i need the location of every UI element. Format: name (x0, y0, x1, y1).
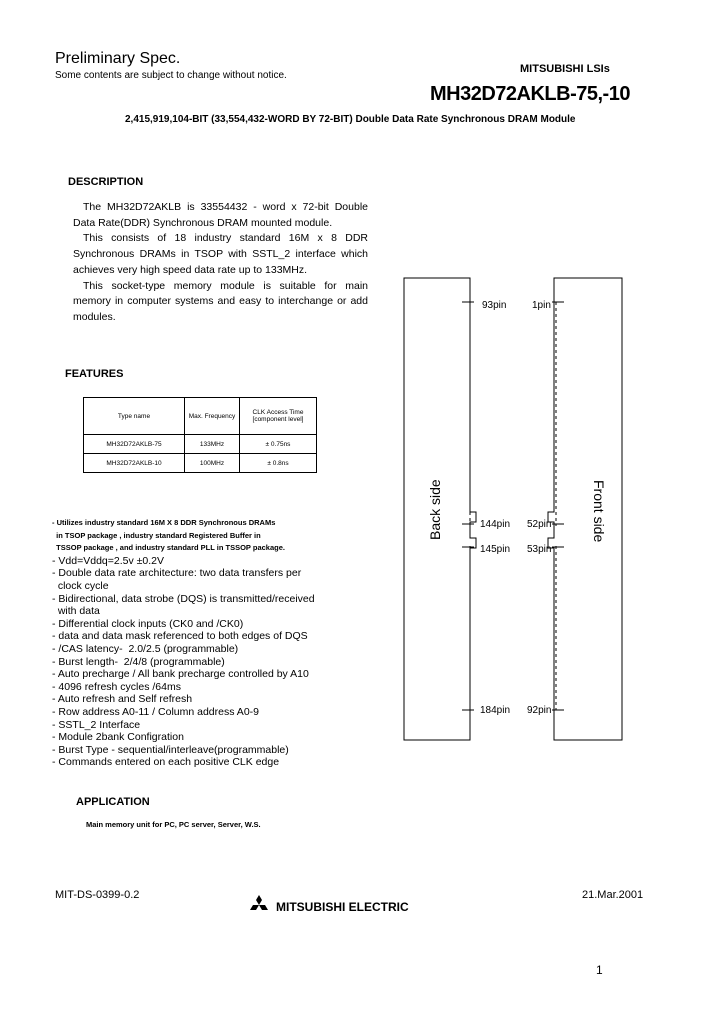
spec-table (83, 397, 317, 473)
pin-label-144: 144pin (480, 519, 511, 530)
list-item: - Bidirectional, data strobe (DQS) is transmitted/received (52, 592, 315, 605)
list-item: - Row address A0-11 / Column address A0-9 (52, 705, 259, 718)
list-item: - Burst Type - sequential/interleave(programmable) (52, 743, 289, 756)
table-header-cell: Type name (84, 398, 185, 435)
table-header-cell: CLK Access Time [component level] (240, 398, 317, 435)
table-header-cell: Max. Frequency (185, 398, 240, 435)
document-id: MIT-DS-0399-0.2 (55, 889, 140, 901)
document-date: 21.Mar.2001 (582, 889, 644, 901)
list-item: - Module 2bank Configration (52, 731, 184, 744)
page-number: 1 (596, 963, 603, 977)
pin-label-52: 52pin (527, 519, 552, 530)
table-cell: ± 0.75ns (240, 435, 317, 454)
front-side-label: Front side (591, 480, 607, 543)
list-item: - 4096 refresh cycles /64ms (52, 680, 181, 693)
table-row (84, 435, 317, 454)
list-item: - Vdd=Vddq=2.5v ±0.2V (52, 554, 165, 567)
pin-label-1: 1pin (532, 300, 551, 311)
pin-label-145: 145pin (480, 544, 511, 555)
list-item: with data (52, 605, 100, 618)
table-header-row (84, 398, 317, 435)
table-cell: 100MHz (185, 454, 240, 473)
description-paragraph: This socket-type memory module is suitable for main memory in computer systems and easy to interchange or add modules. (73, 279, 368, 323)
description-body (73, 200, 368, 326)
pin-label-93: 93pin (482, 300, 507, 311)
module-pinout-diagram (390, 270, 630, 750)
mitsubishi-electric-brand: MITSUBISHI ELECTRIC (276, 900, 409, 914)
list-item: clock cycle (52, 579, 109, 592)
table-cell: MH32D72AKLB-10 (84, 454, 185, 473)
table-cell: 133MHz (185, 435, 240, 454)
front-side-outline (548, 278, 622, 740)
list-item: - data and data mask referenced to both edges of DQS (52, 630, 308, 643)
mitsubishi-logo-icon (247, 895, 271, 915)
change-notice: Some contents are subject to change without notice. (55, 70, 287, 81)
description-paragraph: This consists of 18 industry standard 16M x 8 DDR Synchronous DRAMs in TSOP with SSTL_2 interface which achieves very high speed data rate up to 133MHz. (73, 232, 368, 276)
brand-lsis: MITSUBISHI LSIs (520, 63, 610, 75)
part-number-title: MH32D72AKLB-75,-10 (430, 83, 630, 105)
features-heading: FEATURES (65, 368, 124, 380)
table-cell: ± 0.8ns (240, 454, 317, 473)
application-heading: APPLICATION (76, 796, 150, 808)
list-item: - Commands entered on each positive CLK edge (52, 756, 280, 769)
document-subtitle: 2,415,919,104-BIT (33,554,432-WORD BY 72-BIT) Double Data Rate Synchronous DRAM Module (125, 114, 576, 125)
back-side-label: Back side (427, 479, 443, 540)
feature-list (52, 517, 352, 769)
list-item: - Burst length- 2/4/8 (programmable) (52, 655, 225, 668)
description-heading: DESCRIPTION (68, 176, 144, 188)
list-item: - Auto refresh and Self refresh (52, 693, 193, 706)
list-item: - /CAS latency- 2.0/2.5 (programmable) (52, 642, 239, 655)
list-item: - Differential clock inputs (CK0 and /CK0) (52, 617, 244, 630)
list-item: - Double data rate architecture: two data transfers per (52, 567, 302, 580)
table-cell: MH32D72AKLB-75 (84, 435, 185, 454)
description-paragraph: The MH32D72AKLB is 33554432 - word x 72-bit Double Data Rate(DDR) Synchronous DRAM mounted module. (73, 201, 368, 229)
pin-label-92: 92pin (527, 705, 552, 716)
list-item: in TSOP package , industry standard Registered Buffer in (52, 530, 261, 540)
table-row (84, 454, 317, 473)
pin-label-53: 53pin (527, 544, 552, 555)
application-text: Main memory unit for PC, PC server, Server, W.S. (86, 820, 261, 829)
pin-label-184: 184pin (480, 705, 511, 716)
list-item: TSSOP package , and industry standard PLL in TSSOP package. (52, 543, 285, 553)
preliminary-spec-label: Preliminary Spec. (55, 50, 181, 67)
list-item: - Auto precharge / All bank precharge controlled by A10 (52, 668, 309, 681)
list-item: - Utilizes industry standard 16M X 8 DDR Synchronous DRAMs (52, 518, 276, 527)
list-item: - SSTL_2 Interface (52, 718, 141, 731)
